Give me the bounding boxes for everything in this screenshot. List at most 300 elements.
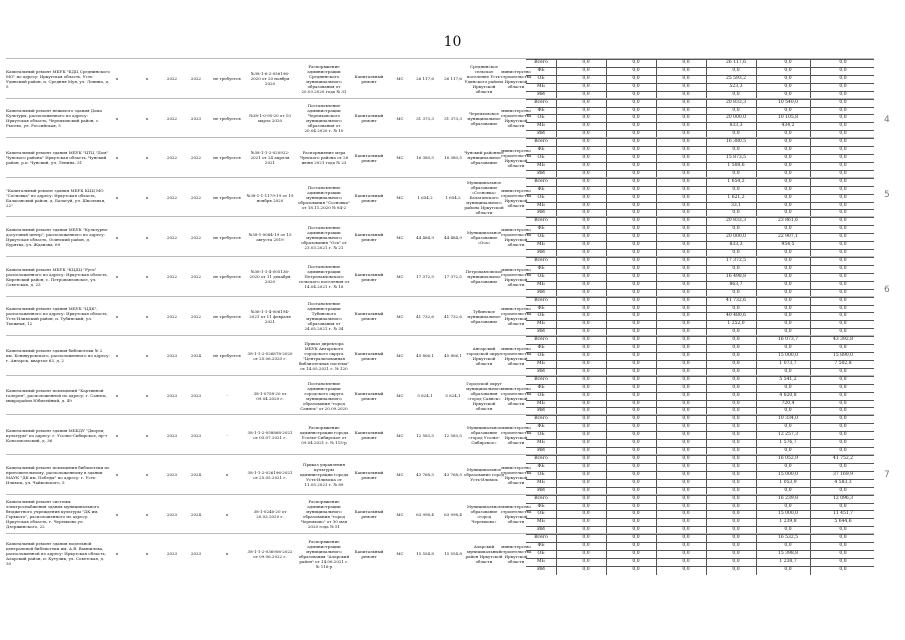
funding-source-label: МБ <box>537 123 545 129</box>
funding-amount: 0,0 <box>632 123 640 129</box>
funding-amount: 0,0 <box>632 210 640 216</box>
column-divider <box>756 567 757 575</box>
funding-amount: 0,0 <box>839 551 847 557</box>
investment-table <box>6 58 874 574</box>
cell-y1: 2023 <box>166 511 178 517</box>
funding-amount: 0,0 <box>784 91 792 97</box>
funding-amount: 0,0 <box>732 289 740 295</box>
page-number: 10 <box>443 34 462 50</box>
cell-kind: Капитальный ремонт <box>354 271 384 282</box>
cell-gov: министерство строительства Иркутской области <box>500 108 532 129</box>
cell-doc: 38-1-0246-20 от 20.03.2020 г. <box>253 509 287 520</box>
cell-gov: министерство строительства Иркутской области <box>500 385 532 406</box>
cell-src: МС <box>396 313 404 319</box>
funding-amount: 0,0 <box>632 566 640 572</box>
funding-amount: 15 000,0 <box>777 511 799 517</box>
funding-amount: 1 621,2 <box>727 194 745 200</box>
funding-amount: 0,0 <box>632 202 640 208</box>
funding-amount: 0,0 <box>682 527 690 533</box>
funding-amount: 0,0 <box>682 535 690 541</box>
funding-amount: 0,0 <box>839 329 847 335</box>
funding-source-label: ФБ <box>537 463 545 469</box>
funding-amount: 0,0 <box>632 353 640 359</box>
cell-owner: Ангарский городской округ Иркутской области <box>466 345 502 366</box>
cell-y1: 2023 <box>166 353 178 359</box>
funding-source-label: ФБ <box>537 67 545 73</box>
funding-amount: 0,0 <box>632 400 640 406</box>
funding-amount: 0,0 <box>582 265 590 271</box>
cell-a: х <box>115 115 119 121</box>
funding-amount: 0,0 <box>682 147 690 153</box>
funding-amount: 0,0 <box>582 440 590 446</box>
cell-cost2: 41 732,6 <box>444 313 462 319</box>
cell-y2: 2023 <box>190 115 202 121</box>
funding-amount: 0,0 <box>784 265 792 271</box>
funding-amount: 0,0 <box>632 471 640 477</box>
funding-amount: 16 239,8 <box>777 495 799 501</box>
funding-source-label: ИИ <box>537 170 545 176</box>
funding-amount: 0,0 <box>582 139 590 145</box>
funding-amount: 0,0 <box>682 424 690 430</box>
cell-src: МС <box>396 155 404 161</box>
funding-amount: 0,0 <box>632 408 640 414</box>
cell-cost: 12 583,5 <box>416 432 434 438</box>
funding-amount: 0,0 <box>784 345 792 351</box>
funding-amount: 0,0 <box>632 273 640 279</box>
funding-amount: 0,0 <box>632 511 640 517</box>
funding-amount: 0,0 <box>682 170 690 176</box>
cell-doc: 38-1-0758-20 от 09.04.2020 г. <box>253 390 287 401</box>
funding-amount: 1 238,7 <box>779 558 797 564</box>
cell-exp: не требуется <box>213 274 241 280</box>
cell-y2: 2022 <box>190 155 202 161</box>
cell-doc: №38-1-0-95-20 от 10 марта 2020 <box>249 113 291 124</box>
funding-amount: 0,0 <box>784 543 792 549</box>
funding-amount: 0,0 <box>839 535 847 541</box>
cell-owner: Чунский районное муниципальное образование <box>464 150 504 166</box>
funding-amount: 16 052,9 <box>777 456 799 461</box>
funding-amount: 15 398,8 <box>777 551 799 557</box>
funding-source-label: ОБ <box>537 551 545 557</box>
funding-amount: 0,0 <box>682 297 690 303</box>
cell-a: х <box>115 274 119 280</box>
funding-amount: 0,0 <box>632 107 640 113</box>
funding-amount: 0,0 <box>632 527 640 533</box>
cell-y2: 2022 <box>190 313 202 319</box>
funding-source-label: ФБ <box>537 147 545 153</box>
funding-amount: 43 392,8 <box>832 337 854 343</box>
funding-source-label: МБ <box>537 360 545 366</box>
funding-amount: 0,0 <box>582 273 590 279</box>
funding-amount: 0,0 <box>732 479 740 485</box>
funding-amount: 0,0 <box>784 60 792 65</box>
cell-object: Капитальный ремонт МБУК "КДЦ Среднинского МО" по адресу: Иркутская область, Усть-Удинский район, п. Средняя Муя, ул. Ленина, д. 5 <box>6 68 110 89</box>
cell-src: МС <box>396 274 404 280</box>
funding-amount: 0,0 <box>784 258 792 263</box>
funding-amount: 0,0 <box>682 432 690 438</box>
funding-amount: 0,0 <box>784 139 792 145</box>
funding-amount: 0,0 <box>582 503 590 509</box>
cell-kind: Капитальный ремонт <box>354 152 384 163</box>
funding-source-label: ИИ <box>537 368 545 374</box>
cell-a: х <box>115 353 119 359</box>
funding-amount: 0,0 <box>682 60 690 65</box>
funding-amount: 0,0 <box>784 329 792 335</box>
funding-source-label: ФБ <box>537 226 545 232</box>
funding-amount: 16 532,5 <box>777 535 799 541</box>
cell-cost: 16 380,5 <box>416 155 434 161</box>
cell-gov: министерство строительства Иркутской области <box>500 345 532 366</box>
funding-amount: 0,0 <box>582 289 590 295</box>
funding-amount: 0,0 <box>582 416 590 422</box>
funding-amount: 0,0 <box>632 519 640 525</box>
funding-amount: 0,0 <box>582 368 590 374</box>
funding-amount: 0,0 <box>839 566 847 572</box>
funding-source-label: ФБ <box>537 265 545 271</box>
funding-amount: 954,5 <box>781 242 795 248</box>
cell-doc: №38-1-0084-19 от 15 августа 2019 <box>248 232 292 243</box>
funding-amount: 0,0 <box>784 186 792 192</box>
funding-amount: 0,0 <box>732 416 740 422</box>
funding-amount: 0,0 <box>582 123 590 129</box>
cell-doc: №38-1-1-4-005136-2020 от 11 декабря 2020 <box>249 269 291 285</box>
funding-amount: 0,0 <box>784 83 792 89</box>
funding-amount: 0,0 <box>784 210 792 216</box>
cell-owner: Среднинское сельское поселение Усть-Удинского района Иркутской области <box>464 63 504 94</box>
cell-owner: Муниципальное образование город Усть-Илимск <box>464 467 504 483</box>
cell-a: х <box>115 234 119 240</box>
cell-basis: Распоряжение администрации Среднинского муниципального образования от 20.03.2020 года № 31 <box>301 63 347 94</box>
funding-source-label: ИИ <box>537 250 545 256</box>
funding-amount: 0,0 <box>632 218 640 224</box>
cell-y2: 2022 <box>190 274 202 280</box>
cell-gov: министерство строительства Иркутской области <box>500 68 532 89</box>
funding-source-label: Всего <box>534 297 548 303</box>
table-row <box>6 494 874 535</box>
funding-amount: 11 451,7 <box>832 511 854 517</box>
cell-y2: 2022 <box>190 76 202 82</box>
funding-amount: 0,0 <box>582 479 590 485</box>
funding-amount: 0,0 <box>732 329 740 335</box>
table-row <box>6 137 874 178</box>
funding-amount: 0,0 <box>682 83 690 89</box>
funding-amount: 0,0 <box>632 424 640 430</box>
cell-object: Капитальный ремонт помещения библиотеки по притопительному, расположенному в здании МАУК "ДК им. Победы" по адресу: г. Усть-Илимск, ул. Чайковского, 5 <box>6 464 110 485</box>
funding-amount: 0,0 <box>839 115 847 121</box>
cell-doc: 38-1-1-2-026878-2020 от 25.06.2020 г. <box>247 350 293 361</box>
funding-amount: 0,0 <box>682 273 690 279</box>
funding-amount: 0,0 <box>784 566 792 572</box>
funding-amount: 0,0 <box>732 527 740 533</box>
funding-amount: 0,0 <box>582 535 590 541</box>
cell-y1: 2023 <box>166 432 178 438</box>
funding-amount: 0,0 <box>632 170 640 176</box>
cell-exp: не требуется <box>213 115 241 121</box>
table-row <box>6 98 874 139</box>
funding-amount: 0,0 <box>582 258 590 263</box>
cell-exp: не требуется <box>213 155 241 161</box>
cell-cost: 44 484,9 <box>416 234 434 240</box>
funding-source-label: МБ <box>537 519 545 525</box>
funding-amount: 0,0 <box>632 416 640 422</box>
cell-basis: Постановление администрации Петропавловского сельского поселения от 14.04.2021 г. № 18 <box>298 264 350 290</box>
funding-amount: 0,0 <box>732 147 740 153</box>
funding-source-label: Всего <box>534 178 548 184</box>
funding-amount: 1 252,0 <box>727 321 745 327</box>
funding-source-label: ОБ <box>537 155 545 161</box>
funding-source-label: ИИ <box>537 329 545 335</box>
funding-amount: 0,0 <box>732 210 740 216</box>
funding-amount: 0,0 <box>839 368 847 374</box>
funding-amount: 0,0 <box>682 337 690 343</box>
funding-amount: 0,0 <box>632 503 640 509</box>
funding-amount: 0,0 <box>732 392 740 398</box>
funding-amount: 4 820,8 <box>779 392 797 398</box>
cell-b: х <box>145 353 149 359</box>
funding-amount: 0,0 <box>582 360 590 366</box>
funding-amount: 0,0 <box>839 250 847 256</box>
funding-amount: 0,0 <box>732 305 740 311</box>
table-row <box>6 454 874 495</box>
cell-basis: Распоряжение администрации муниципального образования "Аларский район" от 14.06.2021 г. № 116-р <box>298 538 350 569</box>
cell-y1: 2023 <box>166 393 178 399</box>
cell-y1: 2022 <box>166 274 178 280</box>
funding-amount: 0,0 <box>682 91 690 97</box>
funding-amount: 0,0 <box>784 226 792 232</box>
cell-y2: 2023 <box>190 432 202 438</box>
funding-amount: 0,0 <box>732 131 740 137</box>
funding-amount: 10 334,0 <box>777 416 799 422</box>
cell-object: Капитальный ремонт здания МБУК "Культурно-досуговый центр", расположенного по адресу: Иркутская область, Осинский район, д. Бурятка, ул. Жданова, 69 <box>6 227 109 248</box>
funding-amount: 40 480,6 <box>725 313 747 319</box>
funding-amount: 0,0 <box>682 353 690 359</box>
funding-amount: 0,0 <box>582 471 590 477</box>
funding-source-label: МБ <box>537 242 545 248</box>
funding-amount: 0,0 <box>582 424 590 430</box>
funding-amount: 0,0 <box>839 99 847 105</box>
cell-doc: №38-1-1-1179-19 от 19 ноября 2020 <box>246 192 294 203</box>
funding-amount: 0,0 <box>682 440 690 446</box>
cell-y1: 2023 <box>166 551 178 557</box>
cell-cost2: 16 380,5 <box>444 155 462 161</box>
funding-amount: 0,0 <box>784 75 792 81</box>
cell-b: х <box>145 274 149 280</box>
funding-amount: 0,0 <box>839 297 847 303</box>
funding-amount: 0,0 <box>839 463 847 469</box>
cell-object: Капитальный ремонт нежилого здания Дома Культуры, расположенного по адресу: Иркутская область, Черемховский район, с. Рысево, ул. Российская, 5 <box>6 108 102 129</box>
funding-amount: 0,0 <box>839 265 847 271</box>
funding-amount: 0,0 <box>632 297 640 303</box>
cell-doc: 38-1-1-2-058868-2021 от 05.07.2021 г. <box>247 430 293 441</box>
table-row <box>6 177 874 218</box>
funding-amount: 0,0 <box>784 368 792 374</box>
cell-basis: Постановление администрации муниципального образования "Оса" от 23.03.2021 г. № 21 <box>301 224 347 250</box>
funding-amount: 0,0 <box>839 440 847 446</box>
funding-amount: 0,0 <box>632 305 640 311</box>
funding-amount: 41 752,2 <box>832 456 854 461</box>
funding-amount: 0,0 <box>582 400 590 406</box>
funding-source-label: ОБ <box>537 75 545 81</box>
cell-gov: министерство строительства Иркутской области <box>500 227 532 248</box>
cell-y1: 2022 <box>166 195 178 201</box>
funding-amount: 10 540,0 <box>777 99 799 105</box>
funding-amount: 0,0 <box>839 107 847 113</box>
funding-amount: 0,0 <box>784 107 792 113</box>
funding-amount: 0,0 <box>839 155 847 161</box>
funding-source-label: Всего <box>534 60 548 65</box>
funding-amount: 0,0 <box>582 305 590 311</box>
funding-source-label: ОБ <box>537 471 545 477</box>
funding-amount: 41 732,6 <box>725 297 747 303</box>
funding-amount: 0,0 <box>632 535 640 541</box>
funding-source-label: ФБ <box>537 107 545 113</box>
funding-amount: 0,0 <box>732 67 740 73</box>
cell-a: х <box>115 76 119 82</box>
funding-amount: 0,0 <box>839 416 847 422</box>
cell-basis: Постановление администрации городского округа муниципального образования "город Саянск" от 20.09.2020 <box>300 380 348 411</box>
funding-amount: 0,0 <box>732 400 740 406</box>
funding-amount: 0,0 <box>682 558 690 564</box>
funding-amount: 0,0 <box>582 83 590 89</box>
funding-amount: 0,0 <box>839 543 847 549</box>
cell-basis: Распоряжение администрации муниципального образования "город Черемхово" от 30 мая 2020 года № 51 <box>300 499 348 530</box>
funding-amount: 0,0 <box>632 281 640 287</box>
funding-source-label: ФБ <box>537 186 545 192</box>
cell-a: х <box>115 313 119 319</box>
funding-amount: 0,0 <box>682 392 690 398</box>
cell-cost: 43 768,5 <box>416 472 434 478</box>
funding-amount: 0,0 <box>784 424 792 430</box>
funding-amount: 0,0 <box>839 345 847 351</box>
cell-basis: Постановление администрации муниципального образования "Сосновка" от 18.11.2020 № 84-2 <box>298 185 350 211</box>
funding-amount: 0,0 <box>732 170 740 176</box>
funding-amount: 0,0 <box>632 551 640 557</box>
funding-amount: 0,0 <box>582 511 590 517</box>
funding-amount: 0,0 <box>682 448 690 454</box>
funding-source-label: ИИ <box>537 408 545 414</box>
funding-amount: 0,0 <box>682 123 690 129</box>
cell-kind: Капитальный ремонт <box>354 113 384 124</box>
funding-amount: 0,0 <box>784 448 792 454</box>
funding-amount: 0,0 <box>682 234 690 240</box>
funding-source-label: Всего <box>534 535 548 541</box>
funding-amount: 0,0 <box>732 519 740 525</box>
funding-amount: 0,0 <box>632 226 640 232</box>
funding-amount: 0,0 <box>732 368 740 374</box>
column-divider <box>606 567 607 575</box>
funding-amount: 0,0 <box>839 487 847 493</box>
funding-source-label: Всего <box>534 258 548 263</box>
funding-amount: 0,0 <box>784 297 792 303</box>
funding-amount: 720,4 <box>781 400 795 406</box>
funding-amount: 1 576,7 <box>779 440 797 446</box>
funding-amount: 0,0 <box>582 495 590 501</box>
margin-mark: 7 <box>884 470 890 480</box>
funding-amount: 0,0 <box>632 250 640 256</box>
funding-amount: 0,0 <box>839 258 847 263</box>
cell-y2: 2022 <box>190 195 202 201</box>
funding-source-label: Всего <box>534 456 548 461</box>
funding-source-label: Всего <box>534 495 548 501</box>
funding-amount: 0,0 <box>582 67 590 73</box>
cell-doc: 38-1-1-2-026196-2021 от 25.05.2021 г. <box>247 469 293 480</box>
cell-src: МС <box>396 511 404 517</box>
funding-amount: 0,0 <box>839 123 847 129</box>
funding-amount: 0,0 <box>632 131 640 137</box>
funding-amount: 0,0 <box>784 202 792 208</box>
funding-amount: 0,0 <box>632 495 640 501</box>
funding-amount: 0,0 <box>839 273 847 279</box>
funding-amount: 0,0 <box>732 384 740 390</box>
funding-amount: 0,0 <box>582 218 590 224</box>
funding-amount: 0,0 <box>632 75 640 81</box>
margin-mark: 6 <box>884 285 890 295</box>
funding-amount: 0,0 <box>632 360 640 366</box>
funding-amount: 0,0 <box>839 558 847 564</box>
funding-amount: 0,0 <box>632 99 640 105</box>
funding-amount: 0,0 <box>839 392 847 398</box>
funding-amount: 0,0 <box>839 321 847 327</box>
cell-a: х <box>115 511 119 517</box>
funding-amount: 0,0 <box>682 250 690 256</box>
funding-amount: 0,0 <box>582 147 590 153</box>
funding-amount: 0,0 <box>582 566 590 572</box>
funding-amount: 0,0 <box>632 155 640 161</box>
funding-amount: 0,0 <box>839 147 847 153</box>
funding-source-label: Всего <box>534 337 548 343</box>
funding-amount: 0,0 <box>732 432 740 438</box>
cell-basis: Приказ директора МБУК Ангарского городского округа "Централизованная библиотечная система" от 14.05.2021 г. № 120 <box>298 340 350 371</box>
cell-src: МС <box>396 393 404 399</box>
funding-amount: 0,0 <box>784 178 792 184</box>
funding-source-label: ОБ <box>537 234 545 240</box>
cell-y2: 2023 <box>190 551 202 557</box>
funding-source-label: ОБ <box>537 392 545 398</box>
cell-kind: Капитальный ремонт <box>354 390 384 401</box>
funding-source-label: ФБ <box>537 424 545 430</box>
cell-gov: министерство строительства Иркутской области <box>500 306 532 327</box>
cell-cost: 15 554,8 <box>416 551 434 557</box>
funding-amount: 0,0 <box>839 178 847 184</box>
funding-amount: 0,0 <box>839 162 847 168</box>
cell-gov: министерство строительства Иркутской области <box>500 187 532 208</box>
cell-y1: 2023 <box>166 472 178 478</box>
cell-b: х <box>145 313 149 319</box>
cell-b: х <box>145 195 149 201</box>
funding-amount: 0,0 <box>732 91 740 97</box>
funding-amount: 37 169,9 <box>832 471 854 477</box>
cell-cost: 63 998,4 <box>416 511 434 517</box>
funding-amount: 0,0 <box>632 91 640 97</box>
funding-source-label: ОБ <box>537 432 545 438</box>
funding-amount: 0,0 <box>582 519 590 525</box>
funding-amount: 0,0 <box>784 321 792 327</box>
funding-amount: 20 833,3 <box>725 99 747 105</box>
cell-basis: Постановление администрации Черемховского муниципального образования от 20.04.2020 г. № 10 <box>304 103 344 134</box>
funding-amount: 0,0 <box>682 487 690 493</box>
financing-line <box>526 566 874 575</box>
funding-amount: 0,0 <box>632 186 640 192</box>
funding-amount: 0,0 <box>582 551 590 557</box>
cell-a: х <box>115 195 119 201</box>
funding-amount: 0,0 <box>784 384 792 390</box>
funding-amount: 1 239,8 <box>779 519 797 525</box>
funding-amount: 16 498,8 <box>725 273 747 279</box>
cell-b: х <box>145 432 149 438</box>
funding-amount: 0,0 <box>839 234 847 240</box>
cell-b: х <box>145 472 149 478</box>
funding-amount: 0,0 <box>732 566 740 572</box>
